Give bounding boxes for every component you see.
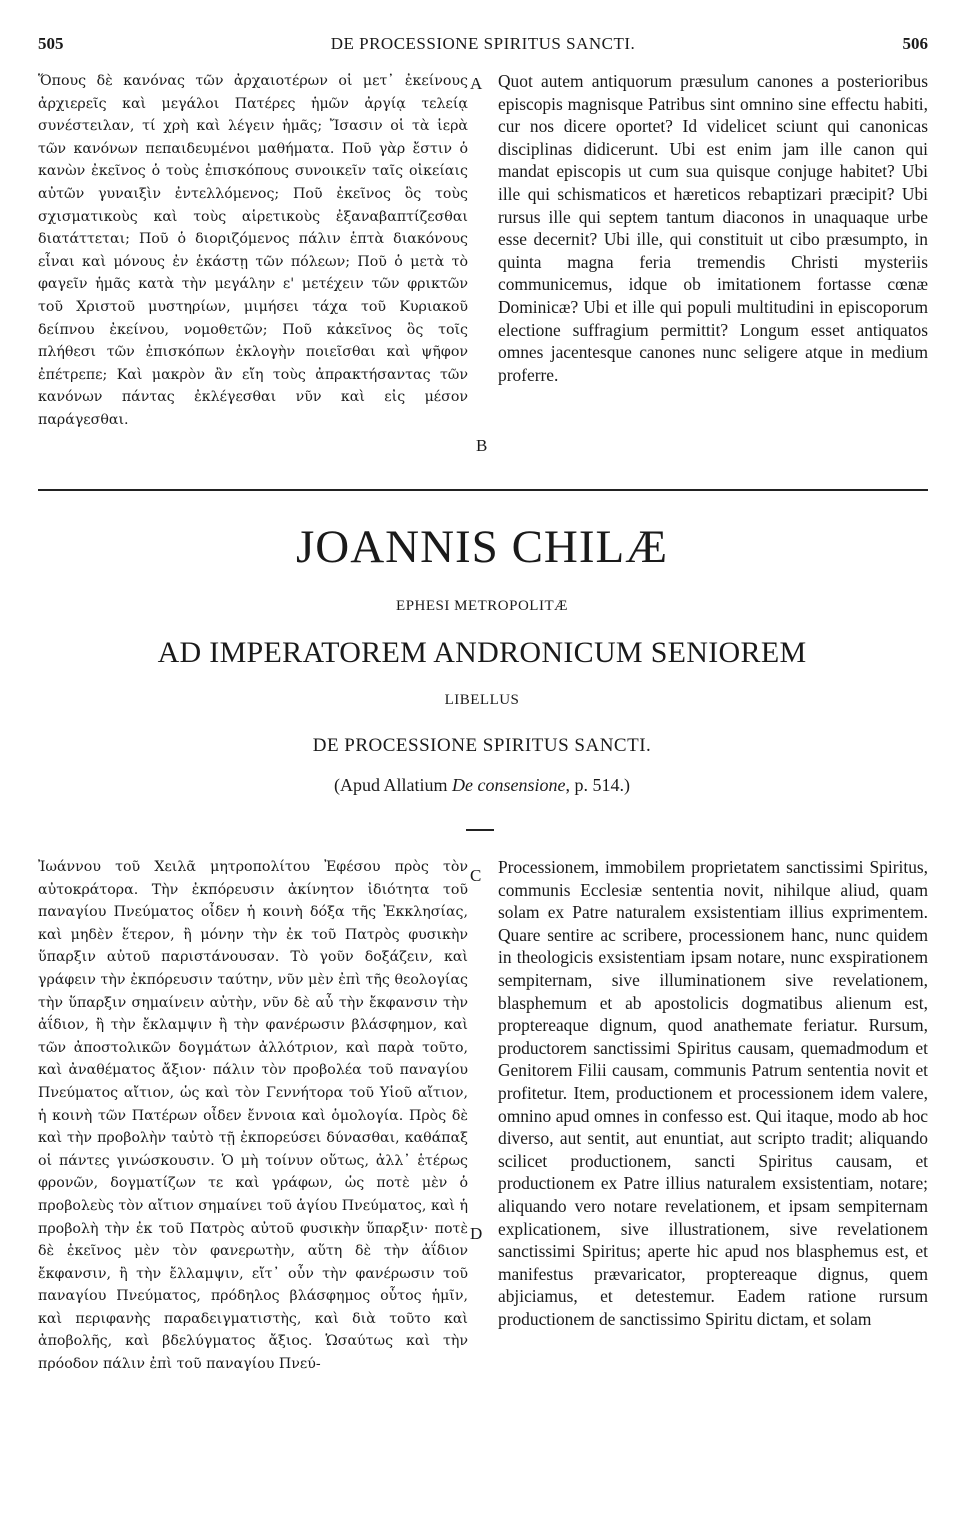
source-work: De consensione: [452, 775, 566, 795]
margin-marker-b: B: [476, 436, 488, 455]
addressee-title: AD IMPERATOREM ANDRONICUM SENIOREM: [157, 636, 807, 669]
greek-column-top: [38, 70, 468, 432]
margin-marker-a: A: [470, 74, 483, 93]
page-number-right: 506: [902, 34, 928, 53]
source-prefix: (Apud Allatium: [334, 775, 453, 795]
running-title: DE PROCESSIONE SPIRITUS SANCTI.: [330, 34, 636, 53]
latin-paragraph: Quot autem antiquorum præsulum canones a posterioribus episcopis magnisque Patribus sint omnino sine effectu habiti, cur nos dicere oportet? Id videlicet sciunt qui canonicas disciplinas didicerunt. Ubi est enim jam ille canon qui mandat episcopis ut cum sua quisque conjuge habitet? Ubi ille qui schismaticos et hæreticos rebaptizari præcipit? Ubi rursus ille qui septem tantum diaconos in unaquaque urbe esse decernit? Ubi ille, qui constituit ut cibo præsumpto, in quinta magna feria tremendis Christi mysteriis communicemus, idque ob imitationem fortasse cœnæ Dominicæ? Ubi et ille qui populi multitudini in episcoporum electione suffragium permittit? Longum esset antiquatos omnes jacentesque canones nunc seligere atque in medium proferre.: [498, 71, 928, 385]
title-ornament-rule: [466, 829, 494, 831]
margin-marker-d: D: [470, 1224, 483, 1243]
subject-title: DE PROCESSIONE SPIRITUS SANCTI.: [312, 735, 652, 756]
latin-paragraph: Processionem, immobilem proprietatem sanctissimi Spiritus, communis Ecclesiæ sententia novit, nihilque aliud, quam solam ex Patre naturalem exsistentiam illius exprimentem. Quare sentire ac scribere, processionem hanc, nunc quidem in theologicis exsistentiam ipsam notare, nunc exspirationem sempiternam, sive illuminationem sive revelationem, blasphemum et ab apostolicis dogmatibus alienum est, proptereaque dignum, quod anathemate feriatur. Rursum, productorem sanctissimi Spiritus causam, quemadmodum et Genitorem Filii causam, communis Patrum sententia novit et profitetur. Item, productionem et processionem idem valere, omnino apud omnes in confesso est. Qui itaque, modo ab hoc diverso, aut sentit, aut enuntiat, aut scripto tradit; aliquando scilicet productionem, sancti Spiritus causam, et productionem ex Patre illius naturalem exsistentiam, notare; aliquando vero notare revelationem, et ipsam sempiternam explicationem, sive illustrationem, sive revelationem sanctissimi Spiritus; aperte hic apud nos blasphemus est, et manifestus prævaricator, proptereaque dignus, quem abjiciamus, et detestemur. Eadem ratione rursum productionem de sanctissimo Spiritu dictam, et solam: [498, 857, 928, 1329]
greek-paragraph: Ἰωάννου τοῦ Χειλᾶ μητροπολίτου Ἐφέσου πρὸς τὸν αὐτοκράτορα. Τὴν ἐκπόρευσιν ἀκίνητον ἰδιότητα τοῦ παναγίου Πνεύματος οἶδεν ἡ κοινὴ δόξα τῆς Ἐκκλησίας, καὶ μηδὲν ἕτερον, ἢ μόνην τὴν ἐκ τοῦ Πατρὸς φυσικὴν ὕπαρξιν αὐτοῦ παριστάνουσαν. Τὸ γοῦν δοξάζειν, καὶ γράφειν τὴν ἐκπόρευσιν ταύτην, νῦν μὲν ἐπὶ τῆς θεολογίας τὴν ὕπαρξιν σημαίνειν αὐτὴν, νῦν δὲ αὖ τὴν ἔκφανσιν τὴν ἀΐδιον, ἢ τὴν ἔκλαμψιν ἢ τὴν φανέρωσιν βλάσφημον, καὶ τῶν ἀποστολικῶν δογμάτων ἀλλότριον, καὶ παρὰ τοῦτο, καὶ ἀναθέματος ἄξιον· πάλιν τὸν προβολέα τοῦ παναγίου Πνεύματος αἴτιον, ὡς καὶ τὸν Γεννήτορα τοῦ Υἱοῦ αἴτιον, ἡ κοινὴ τῶν Πατέρων οἶδεν ἔννοια καὶ ὁμολογία. Πρὸς δὲ καὶ τὴν προβολὴν ταὐτὸ τῇ ἐκπορεύσει δύνασθαι, καθάπαξ οἱ πάντες γινώσκουσιν. Ὁ μὴ τοίνυν οὕτως, ἀλλ᾽ ἑτέρως φρονῶν, δογματίζων τε καὶ γράφων, ὡς ποτὲ μὲν ὁ προβολεὺς τὸν αἴτιον σημαίνει τοῦ ἁγίου Πνεύματος, καὶ ἡ προβολὴ τὴν ἐκ τοῦ Πατρὸς αὐτοῦ φυσικὴν ὕπαρξιν· ποτὲ δὲ ἐκεῖνος μὲν τὸν φανερωτὴν, αὕτη δὲ τὴν ἀΐδιον ἔκφανσιν, ἢ τὴν ἔλλαμψιν, εἴτ᾽ οὖν τὴν φανέρωσιν τοῦ παναγίου Πνεύματος, πρόδηλος βλάσφημος οὗτος ἡμῖν, καὶ περιφανὴς παραδειγματιστὴς, καὶ διὰ τοῦτο καὶ ἀποβολῆς, καὶ βδελύγματος ἄξιος. Ὡσαύτως καὶ τὴν πρόοδον πάλιν ἐπὶ τοῦ παναγίου Πνεύ-: [38, 859, 468, 1373]
author-see: EPHESI METROPOLITÆ: [396, 598, 568, 614]
section-divider: [38, 489, 928, 491]
running-header: [38, 34, 928, 60]
latin-column-bottom: [498, 856, 928, 1330]
source-suffix: , p. 514.): [565, 775, 630, 795]
greek-paragraph: Ὅπους δὲ κανόνας τῶν ἀρχαιοτέρων οἱ μετ᾽ ἐκείνους ἀρχιερεῖς καὶ μεγάλοι Πατέρες ἡμῶν ἀργίᾳ τελείᾳ συνέστειλαν, τί χρὴ καὶ λέγειν ἡμᾶς; Ἴσασιν οἱ τὰ ἱερὰ τῶν κανόνων πεπαιδευμένοι μαθήματα. Ποῦ γὰρ ἔστιν ὁ κανὼν ἐκεῖνος ὁ τοὺς ἐπισκόπους συνοικεῖν ταῖς οἰκείαις αὐτῶν γυναιξὶν ἐντελλόμενος; Ποῦ ἐκεῖνος ὃς τοὺς σχισματικοὺς καὶ τοὺς αἱρετικοὺς ἐξαναβαπτίζεσθαι διατάττεται; Ποῦ ὁ διοριζόμενος πάλιν ἑπτὰ διακόνους εἶναι καὶ μόνους ἐν ἑκάστῃ τῶν πόλεων; Ποῦ ὁ μετὰ τὸ φαγεῖν ἡμᾶς κατὰ τὴν μεγάλην ε' μετέχειν τῶν φρικτῶν τοῦ Χριστοῦ μυστηρίων, μιμήσει τάχα τοῦ Κυριακοῦ δείπνου ἐκείνου, νομοθετῶν; Ποῦ κἀκεῖνος ὃς τοῖς πλήθεσι τῶν ἐπισκόπων ἐκλογὴν ποιεῖσθαι καὶ ψῆφον ἐπέτρεπε; Καὶ μακρὸν ἂν εἴη τοὺς ἀπρακτήσαντας τῶν κανόνων πάντας ἐκλέγεσθαι νῦν καὶ εἰς μέσον παράγεσθαι.: [38, 73, 468, 428]
margin-marker-c: C: [470, 866, 482, 885]
page-number-left: 505: [38, 34, 64, 53]
genre-label: LIBELLUS: [444, 692, 520, 708]
author-title: JOANNIS CHILÆ: [295, 521, 669, 573]
greek-column-bottom: [38, 856, 468, 1376]
latin-column-top: [498, 70, 928, 386]
source-citation: [0, 775, 964, 796]
